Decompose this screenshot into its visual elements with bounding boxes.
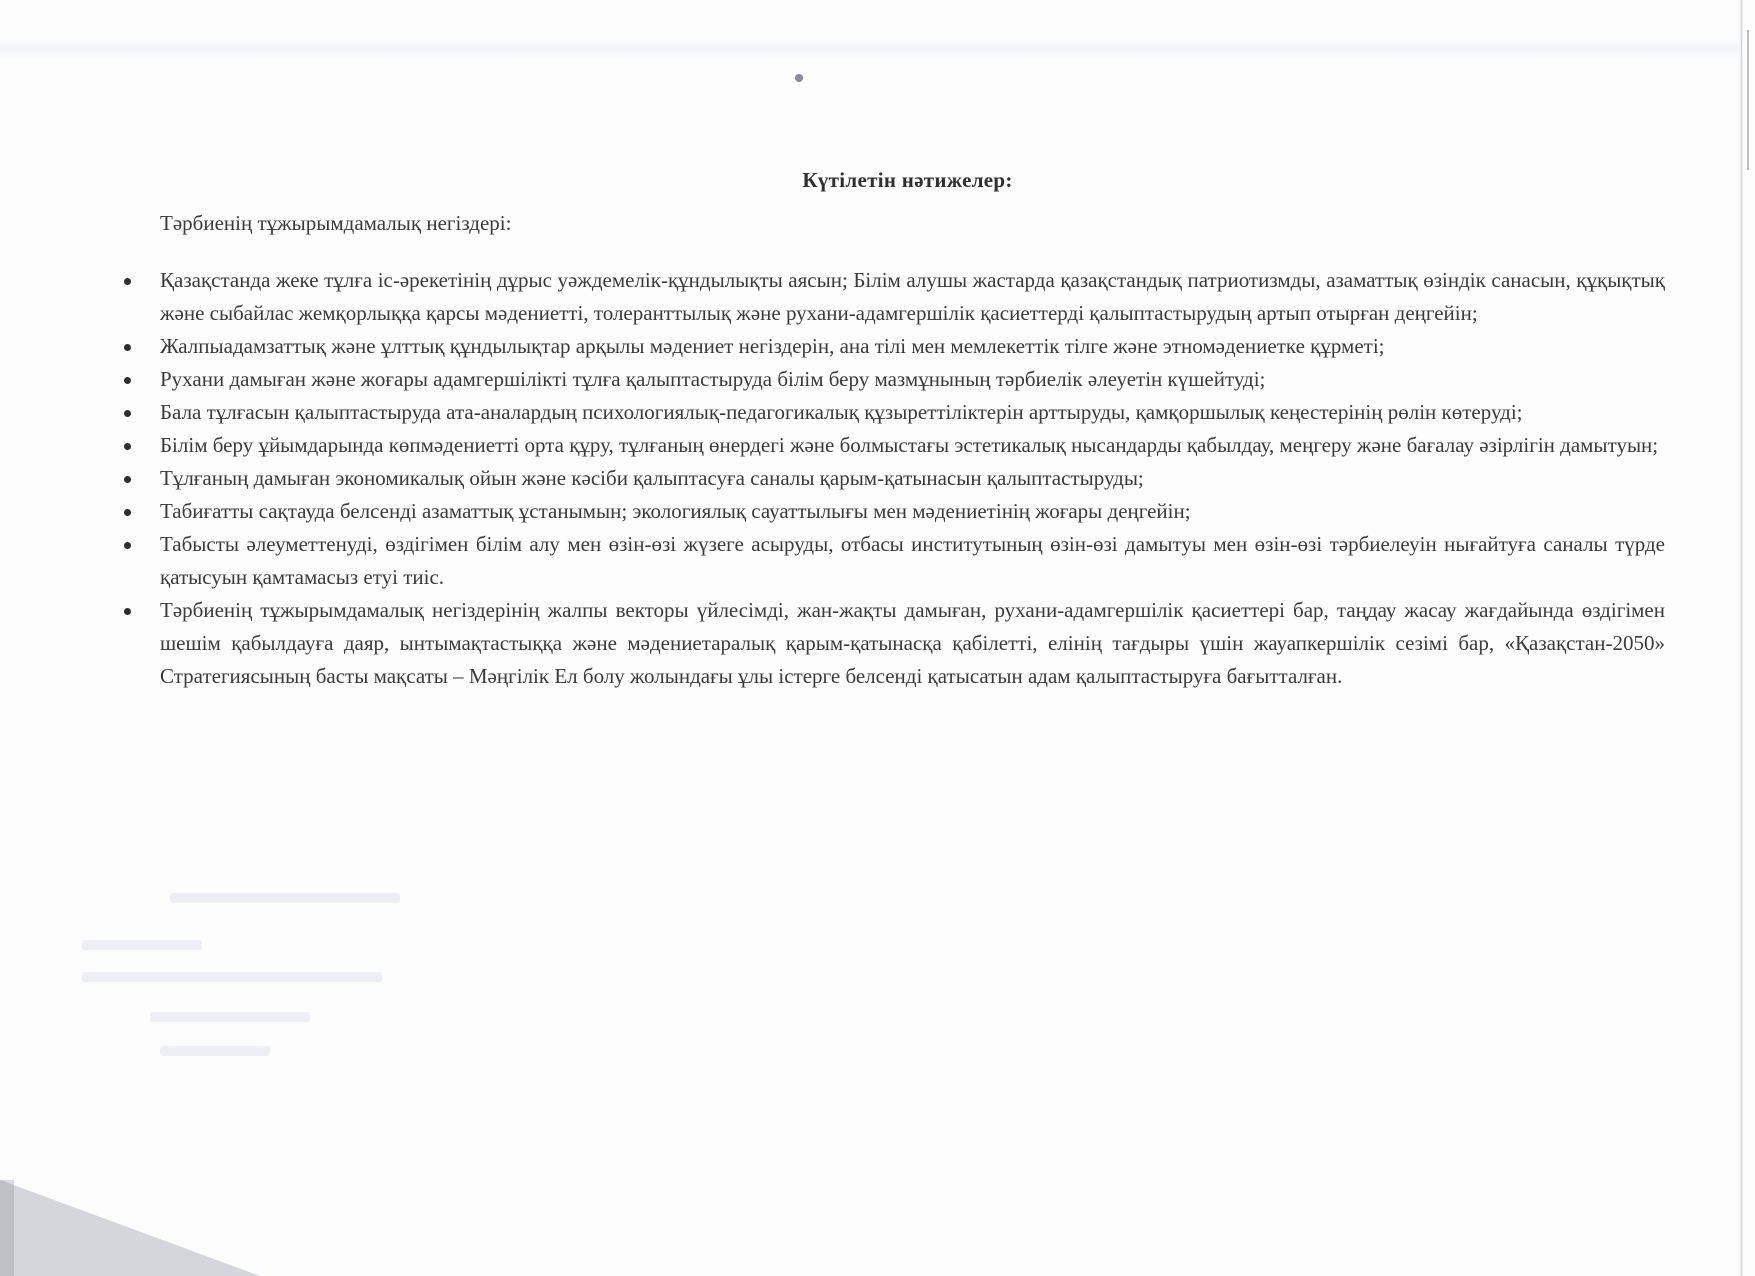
list-item-text: Білім беру ұйымдарында көпмәдениетті орта құру, тұлғаның өнердегі және болмыстағы эстетикалық нысандарды қабылдау, меңгеру және бағалау әзірлігін дамытуын;	[160, 433, 1659, 457]
list-item-text: Қазақстанда жеке тұлға іс-әрекетінің дұрыс уәждемелік-құндылықты аясын; Білім алушы жастарда қазақстандық патриотизмды, азаматтық өзіндік санасын, құқықтық және сыбайлас жемқорлыққа қарсы мәдениетті, толеранттылық және рухани-адамгершілік қасиеттерді қалыптастырудың артып отырған деңгейін;	[160, 268, 1665, 325]
corner-edge-shadow	[0, 1180, 14, 1276]
bullet-icon	[124, 410, 131, 417]
intro-line: Тәрбиенің тұжырымдамалық негіздері:	[160, 211, 512, 235]
list-item	[120, 429, 1665, 462]
page-edge-mark	[1747, 30, 1749, 170]
list-item	[120, 528, 1665, 594]
folded-corner-shadow	[0, 1180, 260, 1276]
list-item	[120, 495, 1665, 528]
list-item-text: Табысты әлеуметтенуді, өздігімен білім алу мен өзін-өзі жүзеге асыруды, отбасы институтының өзін-өзі дамытуы мен өзін-өзі тәрбиелеуін нығайтуға саналы түрде қатысуын қамтамасыз етуі тиіс.	[160, 532, 1665, 589]
bullet-icon	[124, 377, 131, 384]
bullet-icon	[124, 542, 131, 549]
list-item-text: Рухани дамыған және жоғары адамгершілікті тұлға қалыптастыруда білім беру мазмұнының тәрбиелік әлеуетін күшейтуді;	[160, 367, 1266, 391]
list-item	[120, 594, 1665, 693]
results-list	[120, 264, 1665, 693]
list-item	[120, 396, 1665, 429]
bullet-icon	[124, 509, 131, 516]
page-edge-artifact	[1740, 0, 1743, 1276]
list-item-text: Тәрбиенің тұжырымдамалық негіздерінің жалпы векторы үйлесімді, жан-жақты дамыған, рухани-адамгершілік қасиеттері бар, таңдау жасау жағдайында өздігімен шешім қабылдауға даяр, ынтымақтастыққа және мәдениетаралық қарым-қатынасқа қабілетті, елінің тағдыры үшін жауапкершілік сезімі бар, «Қазақстан-2050» Стратегиясының басты мақсаты – Мәңгілік Ел болу жолындағы ұлы істерге белсенді қатысатын адам қалыптастыруға бағытталған.	[160, 598, 1665, 688]
list-item-text: Жалпыадамзаттық және ұлттық құндылықтар арқылы мәдениет негіздерін, ана тілі мен мемлекеттік тілге және этномәдениетке құрметі;	[160, 334, 1385, 358]
bleed-through-artifact	[82, 972, 382, 982]
bullet-icon	[124, 443, 131, 450]
bullet-icon	[124, 608, 131, 615]
bullet-icon	[124, 344, 131, 351]
list-item	[120, 462, 1665, 495]
bleed-through-artifact	[160, 1046, 270, 1056]
list-item-text: Табиғатты сақтауда белсенді азаматтық ұстанымын; экологиялық сауаттылығы мен мәдениетінің жоғары деңгейін;	[160, 499, 1191, 523]
list-item-text: Бала тұлғасын қалыптастыруда ата-аналардың психологиялық-педагогикалық құзыреттіліктерін арттыруды, қамқоршылық кеңестерінің рөлін көтеруді;	[160, 400, 1523, 424]
document-body	[120, 168, 1665, 693]
scan-band-artifact	[0, 38, 1740, 60]
list-item	[120, 330, 1665, 363]
bullet-icon	[124, 278, 131, 285]
list-item	[120, 363, 1665, 396]
document-title: Күтілетін нәтижелер:	[802, 168, 1013, 192]
bleed-through-artifact	[150, 1012, 310, 1022]
bullet-icon	[124, 476, 131, 483]
list-item-text: Тұлғаның дамыған экономикалық ойын және кәсіби қалыптасуға саналы қарым-қатынасын қалыптастыруды;	[160, 466, 1144, 490]
bleed-through-artifact	[82, 940, 202, 950]
bleed-through-artifact	[170, 893, 400, 903]
punch-dot-artifact	[795, 74, 803, 82]
list-item	[120, 264, 1665, 330]
